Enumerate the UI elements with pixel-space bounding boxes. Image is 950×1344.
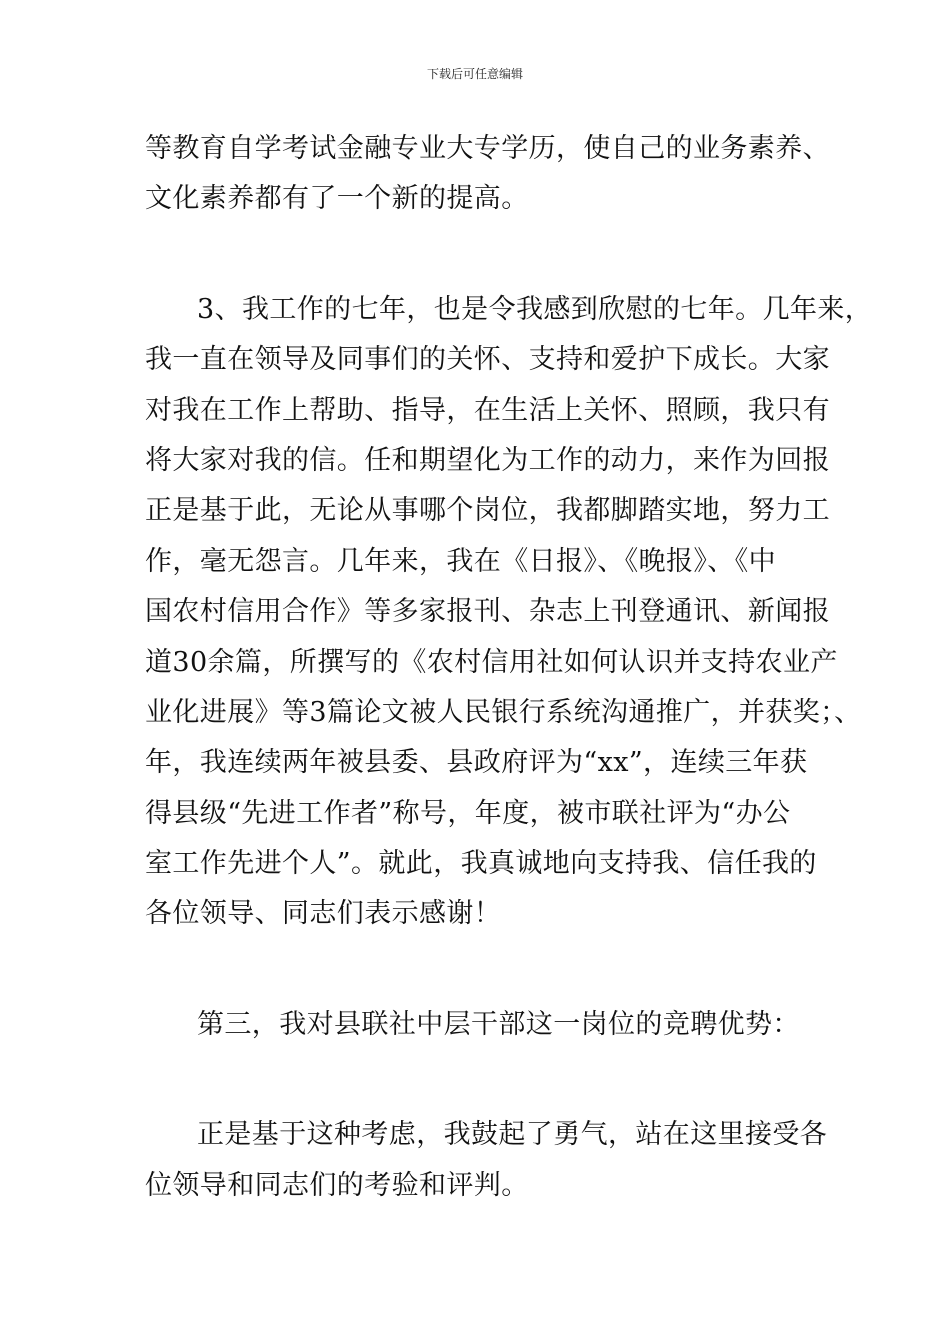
document-body [145, 124, 873, 1211]
text-line: 道30余篇，所撰写的《农村信用社如何认识并支持农业产 [145, 646, 838, 678]
text-line: 作，毫无怨言。几年来，我在《日报》、《晚报》、《中 [145, 545, 776, 577]
paragraph-4 [145, 1110, 828, 1211]
text-line: 位领导和同志们的考验和评判。 [145, 1169, 529, 1201]
text-line: 得县级“先进工作者”称号，年度，被市联社评为“办公 [145, 797, 791, 829]
text-line: 室工作先进个人”。就此，我真诚地向支持我、信任我的 [145, 848, 817, 880]
text-line: 等教育自学考试金融专业大专学历，使自己的业务素养、 [145, 133, 830, 164]
text-line: 3、我工作的七年，也是令我感到欣慰的七年。几年来， [197, 293, 873, 325]
page-header: 下载后可任意编辑 [426, 67, 523, 81]
text-line: 国农村信用合作》等多家报刊、杂志上刊登通讯、新闻报 [145, 596, 830, 628]
text-line: 正是基于这种考虑，我鼓起了勇气，站在这里接受各 [197, 1119, 828, 1151]
text-line: 第三，我对县联社中层干部这一岗位的竞聘优势： [197, 1008, 800, 1040]
paragraph-gap [145, 1050, 825, 1110]
text-line: 文化素养都有了一个新的提高。 [145, 183, 529, 215]
paragraph-gap [145, 940, 825, 1000]
paragraph-1 [145, 124, 830, 225]
text-line: 我一直在领导及同事们的关怀、支持和爱护下成长。大家 [145, 344, 830, 376]
text-line: 正是基于此，无论从事哪个岗位，我都脚踏实地，努力工 [145, 495, 830, 527]
paragraph-3 [145, 1000, 825, 1050]
text-line: 年，我连续两年被县委、县政府评为“xx”，连续三年获 [145, 747, 808, 779]
text-line: 将大家对我的信。任和期望化为工作的动力，来作为回报 [145, 444, 830, 476]
text-line: 业化进展》等3篇论文被人民银行系统沟通推广，并获奖；、 [145, 696, 862, 728]
paragraph-2 [145, 285, 873, 940]
text-line: 对我在工作上帮助、指导，在生活上关怀、照顾，我只有 [145, 394, 830, 426]
paragraph-gap [145, 225, 825, 285]
text-line: 各位领导、同志们表示感谢！ [145, 898, 502, 930]
